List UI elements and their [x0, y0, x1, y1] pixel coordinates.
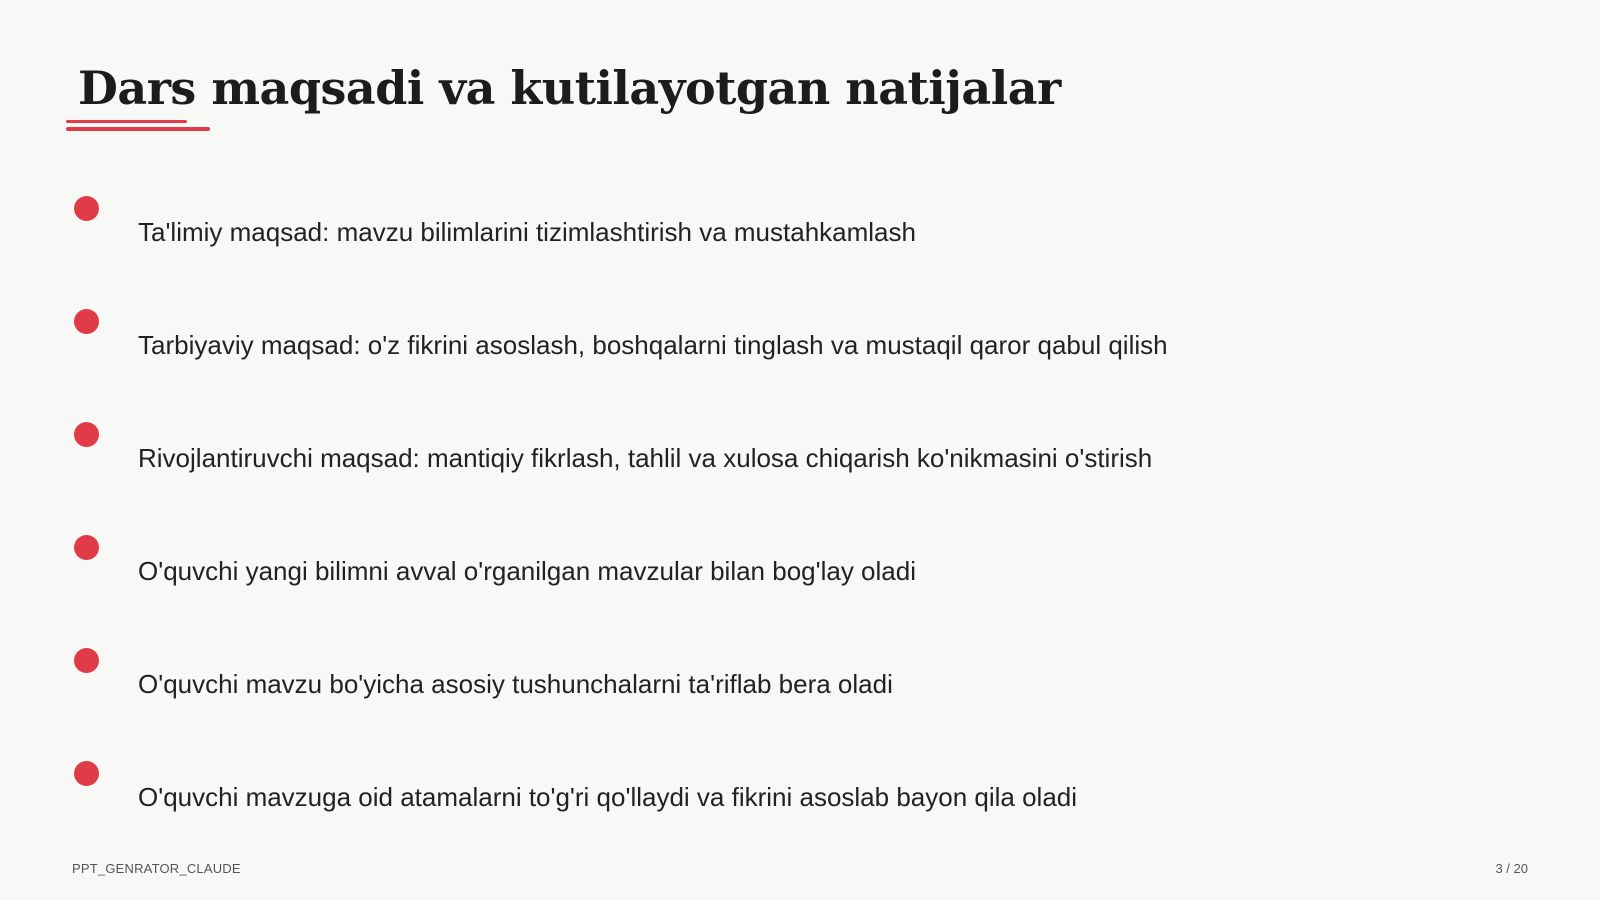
bullet-text: O'quvchi yangi bilimni avval o'rganilgan mavzular bilan bog'lay oladi [138, 556, 916, 586]
bullet-text: O'quvchi mavzuga oid atamalarni to'g'ri qo'llaydi va fikrini asoslab bayon qila oladi [138, 782, 1078, 812]
page-indicator: 3 / 20 [1495, 861, 1528, 876]
bullet-item [0, 648, 1600, 728]
bullet-dot-icon [74, 196, 99, 221]
bullet-text: Tarbiyaviy maqsad: o'z fikrini asoslash, boshqalarni tinglash va mustaqil qaror qabul qilish [138, 330, 1168, 360]
bullet-dot-icon [74, 422, 99, 447]
bullet-item [0, 535, 1600, 615]
bullet-text: Rivojlantiruvchi maqsad: mantiqiy fikrlash, tahlil va xulosa chiqarish ko'nikmasini o'stirish [138, 443, 1153, 473]
bullet-dot-icon [74, 535, 99, 560]
bullet-dot-icon [74, 648, 99, 673]
bullet-item [0, 761, 1600, 841]
title-underline-line-short [66, 120, 187, 123]
bullet-item [0, 309, 1600, 389]
bullet-text: O'quvchi mavzu bo'yicha asosiy tushunchalarni ta'riflab bera oladi [138, 669, 893, 699]
bullet-item [0, 422, 1600, 502]
title-underline [66, 120, 210, 132]
bullet-dot-icon [74, 309, 99, 334]
bullet-dot-icon [74, 761, 99, 786]
bullet-item [0, 196, 1600, 276]
title-underline-line-long [66, 127, 210, 131]
footer-brand: PPT_GENRATOR_CLAUDE [72, 861, 241, 876]
bullet-text: Ta'limiy maqsad: mavzu bilimlarini tizimlashtirish va mustahkamlash [138, 217, 916, 247]
slide-title: Dars maqsadi va kutilayotgan natijalar [78, 61, 1061, 115]
